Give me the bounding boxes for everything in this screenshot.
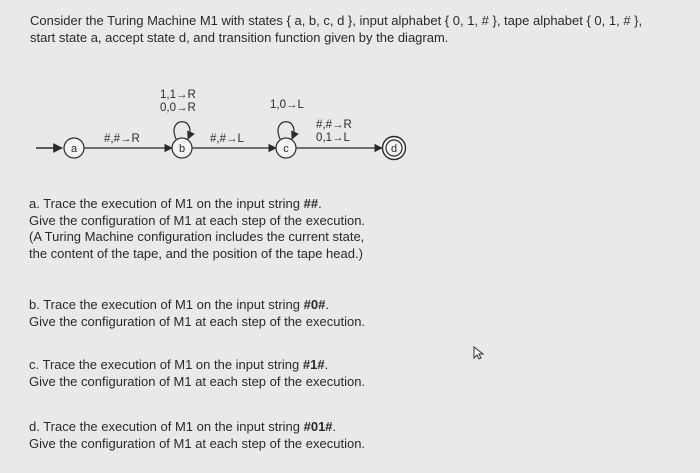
question-a-line-3: (A Turing Machine configuration includes the current state, (29, 229, 365, 244)
mouse-pointer-icon (472, 346, 486, 360)
edge-b-c-label: #,#→L (210, 133, 244, 145)
question-c-line-1 (29, 357, 365, 374)
question-c-suffix: . (324, 357, 329, 372)
question-c-line-2: Give the configuration of M1 at each step of the execution. (29, 373, 366, 389)
loop-c (278, 122, 294, 139)
question-c-prefix: c. Trace the execution of M1 on the input string (29, 357, 303, 372)
question-d (29, 419, 365, 452)
loop-b-label-2: 0,0→R (160, 102, 196, 114)
question-a-suffix: . (318, 196, 322, 211)
question-c (29, 357, 365, 390)
state-diagram (0, 76, 700, 186)
question-a-line-2: Give the configuration of M1 at each step of the execution. (29, 212, 366, 228)
question-b (29, 297, 365, 330)
question-a-line-4: the content of the tape, and the position of the tape head.) (29, 245, 363, 261)
question-b-line-2: Give the configuration of M1 at each step of the execution. (29, 313, 366, 329)
question-b-suffix: . (325, 297, 329, 312)
edge-c-d-label-2: 0,1→L (316, 132, 350, 144)
question-a-prefix: a. Trace the execution of M1 on the input string (29, 196, 304, 211)
loop-b (174, 122, 190, 139)
loop-c-label: 1,0→L (270, 99, 304, 111)
edge-a-b-label: #,#→R (104, 133, 140, 145)
question-d-prefix: d. Trace the execution of M1 on the input string (29, 419, 304, 434)
question-d-line-1 (29, 419, 365, 436)
state-d-label: d (390, 143, 398, 155)
problem-intro (30, 12, 690, 46)
state-b-label: b (178, 143, 186, 155)
question-b-input-string: #0# (303, 297, 326, 312)
question-a-input-string: ## (303, 196, 319, 211)
loop-b-label-1: 1,1→R (160, 89, 196, 101)
intro-line-2: start state a, accept state d, and transition function given by the diagram. (30, 30, 449, 45)
question-b-prefix: b. Trace the execution of M1 on the input string (29, 297, 304, 312)
state-a-label: a (70, 143, 78, 155)
question-d-suffix: . (332, 419, 337, 434)
question-a (29, 196, 365, 262)
edge-c-d-label-1: #,#→R (316, 119, 352, 131)
question-d-input-string: #01# (303, 419, 333, 434)
intro-line-1: Consider the Turing Machine M1 with states { a, b, c, d }, input alphabet { 0, 1, # }, tape alphabet { 0, 1, # }, (30, 13, 643, 28)
state-c-label: c (283, 143, 289, 155)
question-a-line-1 (29, 196, 365, 213)
question-b-line-1 (29, 297, 365, 314)
question-c-input-string: #1# (302, 357, 325, 372)
question-d-line-2: Give the configuration of M1 at each step of the execution. (29, 435, 366, 451)
